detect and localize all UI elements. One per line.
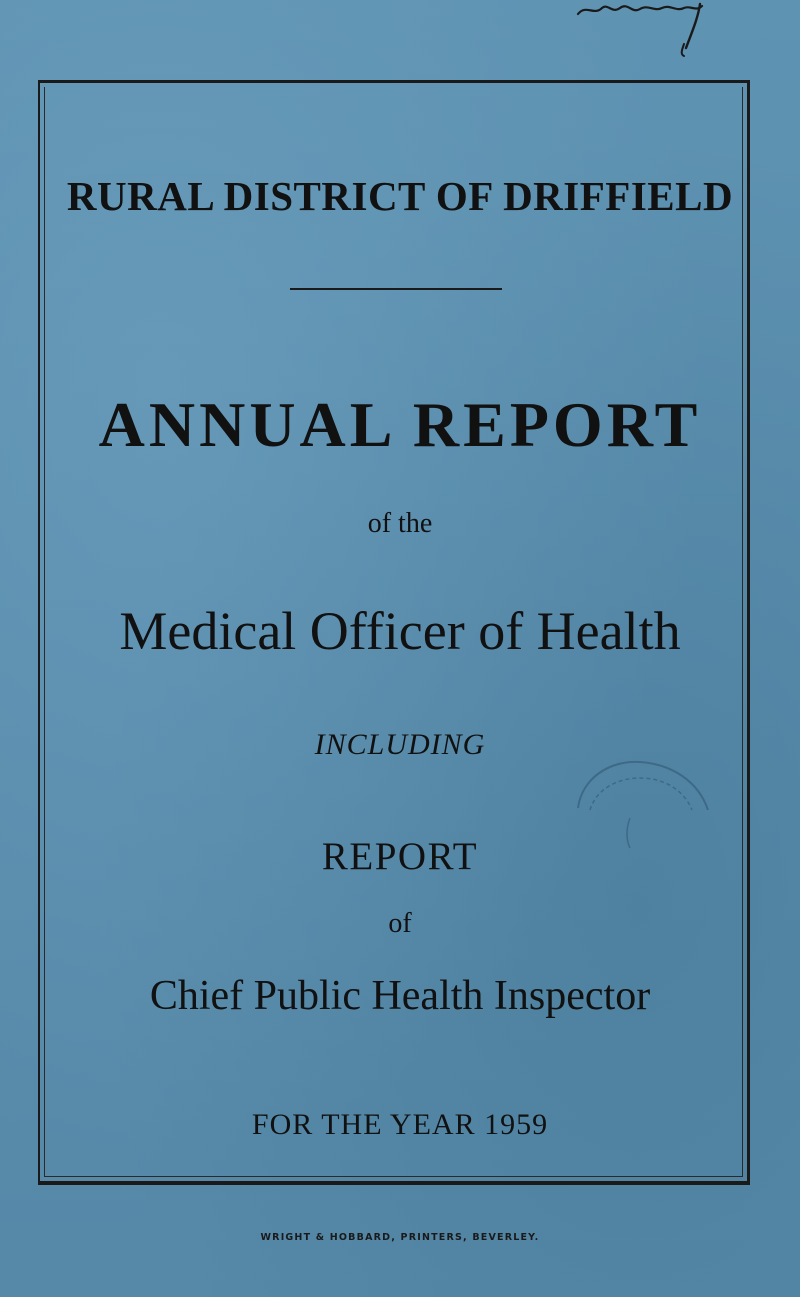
- of-text: of: [388, 908, 412, 939]
- including-text: INCLUDING: [314, 728, 486, 761]
- of-the-text: of the: [367, 508, 433, 539]
- district-heading: RURAL DISTRICT OF DRIFFIELD: [66, 173, 734, 219]
- printer-imprint: WRIGHT & HOBBARD, PRINTERS, BEVERLEY.: [260, 1232, 540, 1243]
- year-line: FOR THE YEAR 1959: [251, 1108, 549, 1141]
- subject-heading: Medical Officer of Health: [119, 601, 681, 661]
- handwritten-signature: [572, 0, 722, 60]
- report-heading: REPORT: [321, 835, 479, 878]
- inspector-heading: Chief Public Health Inspector: [149, 973, 651, 1019]
- report-title: ANNUAL REPORT: [98, 389, 702, 460]
- divider-rule: [290, 288, 502, 290]
